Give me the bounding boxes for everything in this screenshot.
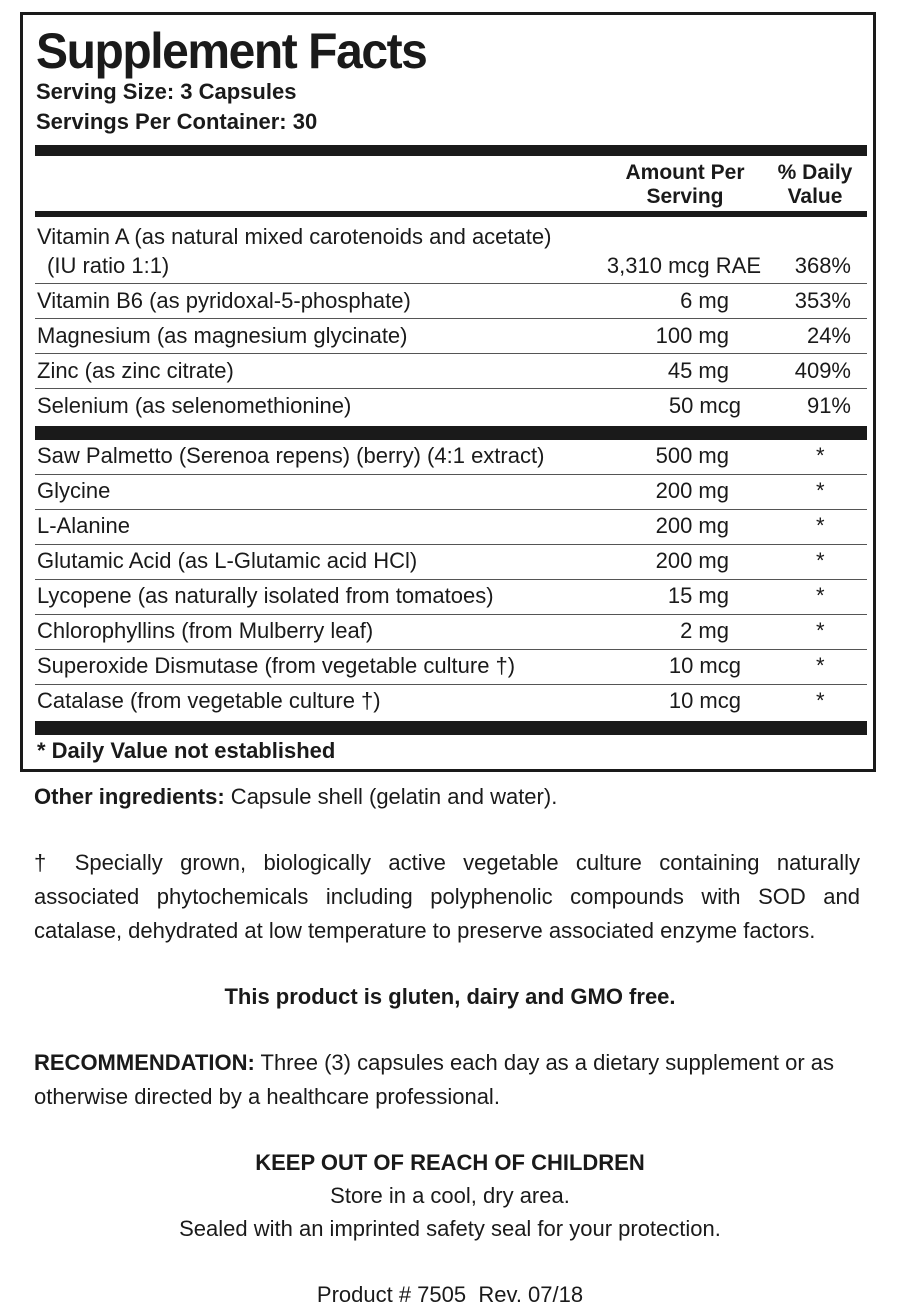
ingredient-daily-value: * [816,653,825,678]
ingredient-label: Saw Palmetto (Serenoa repens) (berry) (4:1 extract) [37,443,545,468]
safety-seal-note: Sealed with an imprinted safety seal for your protection. [179,1216,721,1241]
amount-header-line1: Amount Per [625,161,745,184]
nutrient-label: Vitamin A (as natural mixed carotenoids and acetate) [37,224,552,249]
ingredient-daily-value: * [816,583,825,608]
supplement-facts-panel [20,12,876,772]
ingredient-daily-value: * [816,688,825,713]
nutrient-label: Magnesium (as magnesium glycinate) [37,323,408,348]
ingredient-daily-value: * [816,618,825,643]
nutrient-amount: 6 mg [680,288,729,313]
ingredient-amount: 200 mg [655,478,729,503]
ingredient-amount: 500 mg [655,443,729,468]
footer-thick-rule [35,721,867,735]
header-thick-rule [35,145,867,156]
nutrient-daily-value: 368% [794,253,851,278]
ingredient-label: Chlorophyllins (from Mulberry leaf) [37,618,374,643]
allergen-free-statement: This product is gluten, dairy and GMO free. [224,984,676,1009]
ingredient-amount: 10 mcg [668,688,741,713]
children-warning: KEEP OUT OF REACH OF CHILDREN [255,1150,645,1175]
nutrient-amount: 100 mg [655,323,729,348]
row-divider [35,684,867,685]
row-divider [35,474,867,475]
ingredient-amount: 2 mg [680,618,729,643]
ingredient-daily-value: * [816,513,825,538]
amount-header-line2: Serving [646,185,724,208]
amount-per-serving-header [615,161,755,209]
ingredient-daily-value: * [816,548,825,573]
nutrient-daily-value: 409% [794,358,851,383]
ingredient-label: Lycopene (as naturally isolated from tomatoes) [37,583,494,608]
ingredient-daily-value: * [816,478,825,503]
nutrient-label: Zinc (as zinc citrate) [37,358,234,383]
ingredient-amount: 200 mg [655,548,729,573]
recommendation [34,1046,860,1114]
nutrient-daily-value: 353% [794,288,851,313]
other-ingredients-label: Other ingredients: [34,784,225,809]
section-thick-rule [35,426,867,440]
row-divider [35,283,867,284]
row-divider [35,509,867,510]
ingredient-label: Catalase (from vegetable culture †) [37,688,381,713]
serving-size: Serving Size: 3 Capsules [36,79,297,104]
nutrient-amount: 3,310 mcg RAE [606,253,761,278]
dagger-footnote: † Specially grown, biologically active vegetable culture containing naturally associated phytochemicals including polyphenolic compounds with SOD and catalase, dehydrated at low temperature to preserve associated enzyme factors. [34,850,860,943]
other-ingredients [34,780,860,814]
ingredient-label: Superoxide Dismutase (from vegetable culture †) [37,653,516,678]
nutrient-label-cont: (IU ratio 1:1) [47,253,170,278]
panel-title: Supplement Facts [36,23,427,79]
daily-value-footnote: * Daily Value not established [37,738,336,763]
ingredient-amount: 10 mcg [668,653,741,678]
row-divider [35,544,867,545]
nutrient-daily-value: 91% [806,393,851,418]
dv-header-line1: % Daily [777,161,853,184]
recommendation-text: Three (3) capsules each day as a dietary supplement or as otherwise directed by a healthcare professional. [34,1050,835,1109]
ingredient-daily-value: * [816,443,825,468]
row-divider [35,388,867,389]
row-divider [35,353,867,354]
servings-per-container: Servings Per Container: 30 [36,109,318,134]
nutrient-amount: 50 mcg [668,393,741,418]
daily-value-header [765,161,865,209]
nutrient-amount: 45 mg [667,358,729,383]
row-divider [35,649,867,650]
row-divider [35,579,867,580]
ingredient-amount: 200 mg [655,513,729,538]
row-divider [35,614,867,615]
storage-instruction: Store in a cool, dry area. [330,1183,570,1208]
recommendation-label: RECOMMENDATION: [34,1050,255,1075]
nutrient-label: Selenium (as selenomethionine) [37,393,352,418]
row-divider [35,318,867,319]
product-code: Product # 7505 Rev. 07/18 [316,1282,584,1307]
ingredient-label: L-Alanine [37,513,130,538]
ingredient-amount: 15 mg [667,583,729,608]
dv-header-line2: Value [787,185,843,208]
column-header-rule [35,211,867,217]
other-ingredients-text: Capsule shell (gelatin and water). [224,784,558,809]
nutrient-label: Vitamin B6 (as pyridoxal-5-phosphate) [37,288,411,313]
ingredient-label: Glycine [37,478,111,503]
ingredient-label: Glutamic Acid (as L-Glutamic acid HCl) [37,548,418,573]
nutrient-daily-value: 24% [806,323,851,348]
